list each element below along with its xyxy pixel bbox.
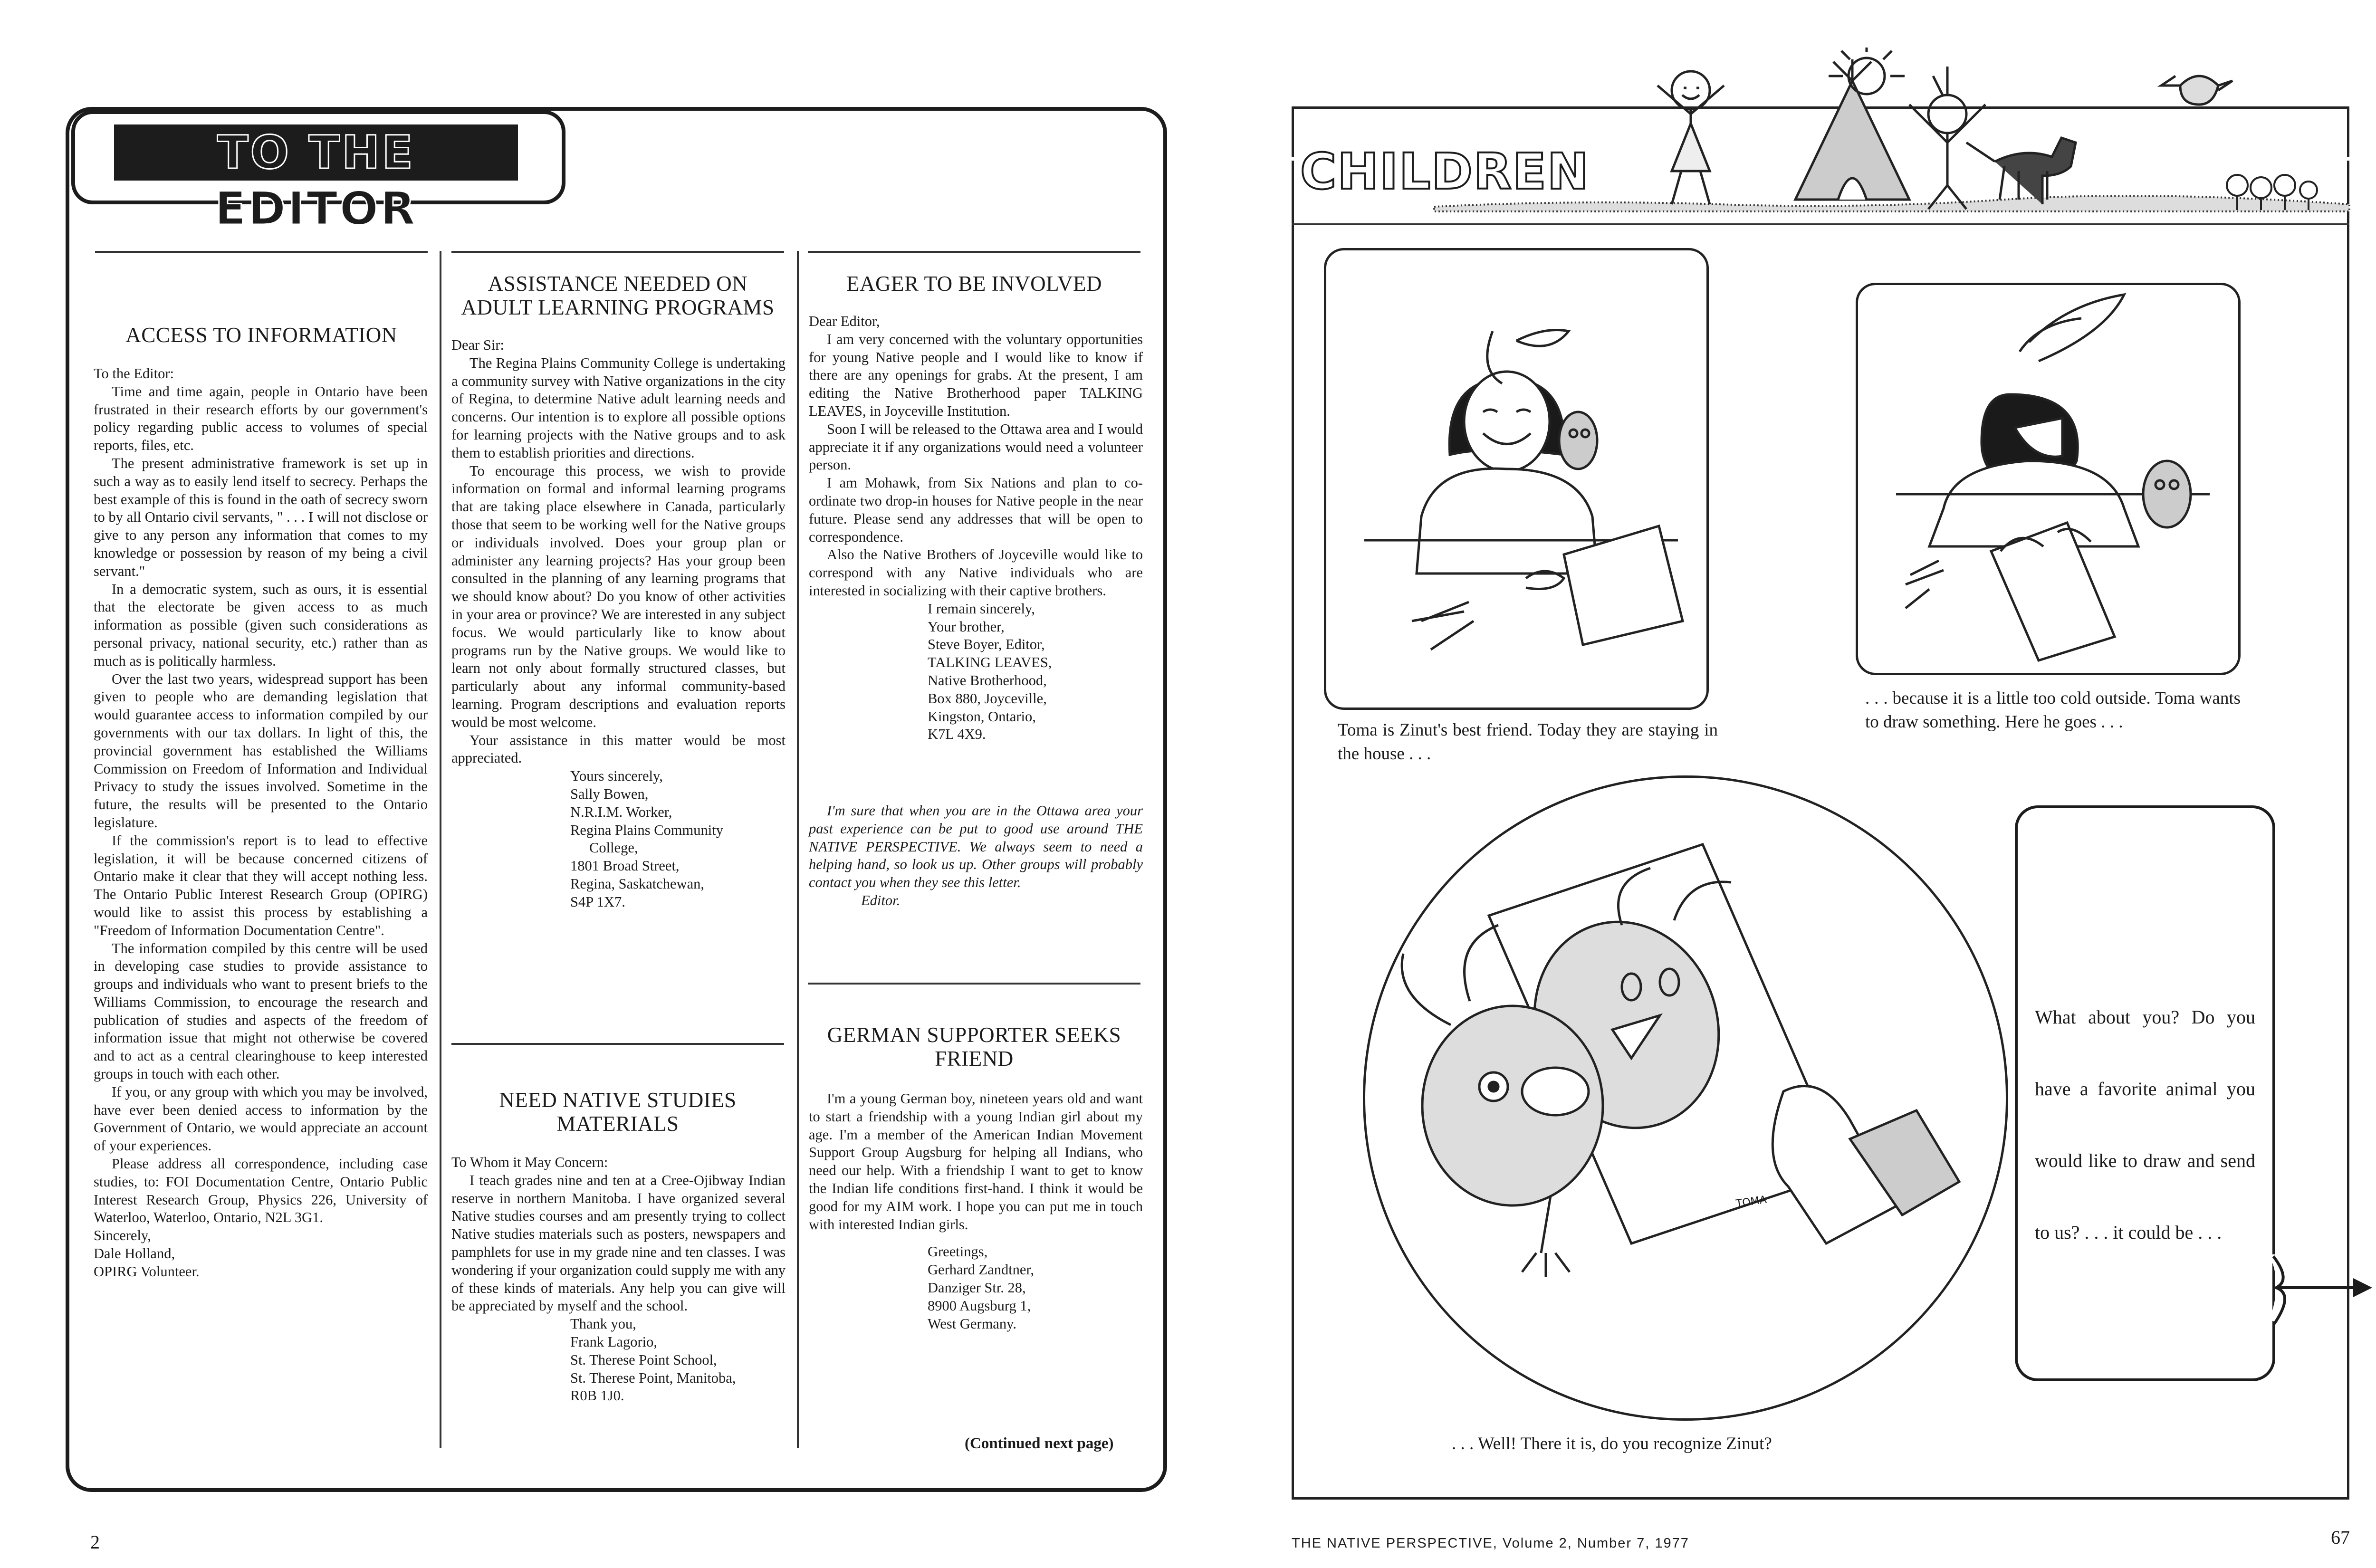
headline-need-native-studies: NEED NATIVE STUDIES MATERIALS [499, 1088, 737, 1136]
editor-note-text: I'm sure that when you are in the Ottawa area your past experience can be put to good use around THE NATIVE PERSPECTIVE. We always seem to need a helping hand, so look us up. Other groups will probably contact you when they see this letter. [809, 803, 1143, 891]
paragraph: The Regina Plains Community College is undertaking a community survey with Native organizations in the city of Regina, to determine Native adult learning needs and concerns. Our intention is to explore all possible options for learning projects with the Native groups and to ask them to establish priorities and directions. [451, 354, 786, 461]
paragraph: If the commission's report is to lead to effective legislation, it will be because concerned citizens of Ontario make it clear that they will accept nothing less. The Ontario Public Interest Research Group (OPIRG) would like to assist this process by establishing a "Freedom of Information Documentation Centre". [94, 832, 428, 938]
magazine-name: THE NATIVE PERSPECTIVE, [1292, 1536, 1498, 1551]
caption-panel-3: . . . Well! There it is, do you recognize Zinut? [1452, 1434, 1772, 1453]
signature-line: TALKING LEAVES, [928, 654, 1052, 671]
signature-line: West Germany. [928, 1315, 1016, 1332]
signature-line: Regina, Saskatchewan, [570, 875, 705, 892]
paragraph: To encourage this process, we wish to provide information on formal and informal learning programs that are taking place elsewhere in Canada, particularly those that seem to be working well for the Native groups or individuals involved. Does your group plan or administer any learning projects? Has your group been consulted in the planning of any learning programs that we should know about? Do you know of other activities in your area or province? We are interested in any subject focus. We would particularly like to know about programs run by the Native groups. We would like to learn not only about formally structured classes, but particularly about any informal community-based learning. Program descriptions and evaluation reports would be most welcome. [451, 462, 786, 730]
signature-line: Your brother, [928, 618, 1005, 635]
section-banner-to-the-editor: TO THE EDITOR [114, 124, 518, 181]
signature-line: Steve Boyer, Editor, [928, 636, 1045, 653]
signature-line: Gerhard Zandtner, [928, 1262, 1035, 1278]
caption-panel-1: Toma is Zinut's best friend. Today they are staying in the house . . . [1338, 720, 1718, 764]
signature-line: 8900 Augsburg 1, [928, 1297, 1031, 1314]
continued-next-page: (Continued next page) [965, 1435, 1114, 1452]
column-top-rule [451, 251, 784, 253]
letter-german-supporter [809, 1090, 1143, 1333]
signature-line: Kingston, Ontario, [928, 708, 1036, 725]
signature-line: K7L 4X9. [928, 726, 986, 743]
paragraph: I teach grades nine and ten at a Cree-Ojibway Indian reserve in northern Manitoba. I have organized several Native studies courses and am presently trying to collect Native studies materials such as posters, newspapers and pamphlets for use in my grade nine and ten classes. I was wondering if your organization could supply me with any of these kinds of materials. Any help you can give will be appreciated by myself and the school. [451, 1172, 786, 1314]
letter-need-native-studies [451, 1154, 786, 1405]
paragraph: If you, or any group with which you may be involved, have ever been denied access to information by the Government of Ontario, we would appreciate an account of your experiences. [94, 1083, 428, 1154]
headline-assistance-needed: ASSISTANCE NEEDED ON ADULT LEARNING PROGRAMS [461, 272, 775, 319]
signature-line: N.R.I.M. Worker, [570, 803, 672, 820]
column-top-rule [808, 251, 1140, 253]
signature-line: Sally Bowen, [570, 785, 649, 802]
signature-line: OPIRG Volunteer. [94, 1263, 200, 1280]
column-divider [440, 251, 441, 1448]
signature-line: I remain sincerely, [928, 600, 1035, 617]
salutation: To Whom it May Concern: [451, 1154, 608, 1170]
signature-line: Frank Lagorio, [570, 1333, 657, 1350]
column-divider [797, 251, 799, 1448]
signature-line: Sincerely, [94, 1227, 151, 1244]
signature-line: Dale Holland, [94, 1245, 175, 1262]
signature-line: Greetings, [928, 1243, 988, 1260]
signature-line: St. Therese Point, Manitoba, [570, 1369, 736, 1386]
column-top-rule [95, 251, 428, 253]
salutation: Dear Editor, [809, 313, 880, 329]
headline-german-supporter: GERMAN SUPPORTER SEEKS FRIEND [827, 1023, 1121, 1071]
paragraph: Please address all correspondence, including case studies, to: FOI Documentation Centre, Ontario Public Interest Research Group, Physics 226, University of Waterloo, Waterloo, Ontario, N2L 3G1. [94, 1156, 428, 1226]
paragraph: In a democratic system, such as ours, it is essential that the electorate be given access to as much information as possible (given such considerations as personal privacy, national security, etc.) rather than as much as is politically harmless. [94, 581, 428, 669]
signature-line: Thank you, [570, 1316, 636, 1332]
headline-eager-to-be-involved: EAGER TO BE INVOLVED [846, 272, 1102, 296]
zinut-drawing-illustration [1365, 778, 2006, 1418]
editor-note [809, 802, 1143, 910]
signature-line: R0B 1J0. [570, 1387, 624, 1404]
child-with-bird-illustration [1326, 250, 1706, 708]
signature-line: St. Therese Point School, [570, 1351, 717, 1368]
speech-bubble-pointer [2272, 1254, 2376, 1326]
article-separator-rule [808, 983, 1140, 985]
salutation: To the Editor: [94, 365, 174, 382]
page-number-left: 2 [90, 1531, 100, 1553]
salutation: Dear Sir: [451, 337, 504, 353]
paragraph: I am Mohawk, from Six Nations and plan to co-ordinate two drop-in houses for Native people in the near future. Please send any addresses that will be open to correspondence. [809, 475, 1143, 545]
speech-bubble-text: What about you? Do you have a favorite animal you would like to draw and send to us? . . . it could be . . . [2035, 1006, 2255, 1243]
paragraph: Over the last two years, widespread support has been given to people who are demanding legislation that would guarantee access to information compiled by our governments with our tax dollars. In light of this, the provincial government has established the Williams Commission on Freedom of Information and Individual Privacy to study the issues involved. Sometime in the future, the results will be presented to the Ontario legislature. [94, 670, 428, 831]
page-number-right: 67 [2331, 1527, 2350, 1548]
headline-access-to-information: ACCESS TO INFORMATION [125, 323, 397, 347]
drawing-signature: TOMA [1735, 1194, 1768, 1210]
signature-line: Regina Plains Community [570, 822, 723, 838]
paragraph: The present administrative framework is set up in such a way as to easily lend itself to secrecy. Perhaps the best example of this is found in the oath of secrecy sworn to by all Ontario civil servants, " . . . I will not disclose or give to any person any information that comes to my knowledge or possession by reason of my being a civil servant." [94, 455, 428, 579]
article-separator-rule [451, 1043, 784, 1045]
comic-panel-3-circle [1363, 775, 2008, 1421]
letter-access-to-information [94, 365, 428, 1281]
signature-line: Yours sincerely, [570, 768, 663, 784]
signature-line: College, [589, 840, 638, 856]
signature-line: Native Brotherhood, [928, 672, 1047, 688]
paragraph: I'm a young German boy, nineteen years old and want to start a friendship with a young Indian girl about my age. I'm a member of the American Indian Movement Support Group Augsburg for helping all Indians, who need our help. With a friendship I want to get to know the Indian life conditions first-hand. I think it would be good for my AIM work. I hope you can put me in touch with interested Indian girls. [809, 1090, 1143, 1233]
header-underline-rule [1292, 223, 2349, 225]
letter-eager-to-be-involved [809, 313, 1143, 744]
paragraph: The information compiled by this centre will be used in developing case studies to provide assistance to groups and individuals who want to present briefs to the Williams Commission, to encourage the research and publication of studies and aspects of the freedom of information issue that might not otherwise be covered and to act as a central clearinghouse to keep interested groups in touch with each other. [94, 940, 428, 1082]
volume-info: Volume 2, Number 7, 1977 [1502, 1536, 1689, 1551]
signature-line: Danziger Str. 28, [928, 1279, 1026, 1296]
signature-line: 1801 Broad Street, [570, 858, 680, 874]
paragraph: Time and time again, people in Ontario have been frustrated in their research efforts by our government's policy regarding public access to volumes of special reports, files, etc. [94, 383, 428, 454]
section-banner-children: CHILDREN [1300, 143, 1590, 201]
paragraph: Soon I will be released to the Ottawa area and I would appreciate it if any organizations would need a volunteer person. [809, 421, 1143, 473]
signature-line: S4P 1X7. [570, 893, 625, 910]
letter-assistance-needed [451, 336, 786, 911]
child-drawing-illustration [1858, 285, 2238, 673]
magazine-footer [1292, 1536, 1689, 1551]
comic-panel-1 [1324, 248, 1709, 710]
caption-panel-2: . . . because it is a little too cold outside. Toma wants to draw something. Here he goes . . . [1865, 688, 2241, 732]
paragraph: Your assistance in this matter would be most appreciated. [451, 732, 786, 766]
paragraph: Also the Native Brothers of Joyceville would like to correspond with any Native individuals who are interested in socializing with their captive brothers. [809, 546, 1143, 599]
paragraph: I am very concerned with the voluntary opportunities for young Native people and I would like to know if there are any openings for grabs. At the present, I am editing the Native Brotherhood paper TALKING LEAVES, in Joyceville Institution. [809, 331, 1143, 419]
editor-note-sign: Editor. [861, 892, 901, 908]
comic-panel-2 [1856, 283, 2241, 675]
signature-line: Box 880, Joyceville, [928, 690, 1047, 707]
